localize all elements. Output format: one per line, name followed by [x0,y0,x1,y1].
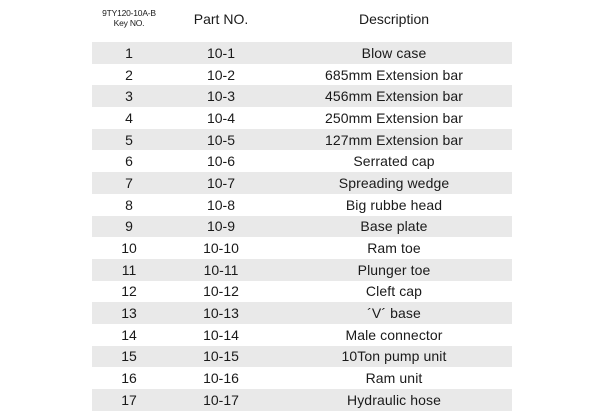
part-number-cell: 10-13 [203,305,239,322]
table-row [92,129,512,151]
description-cell: Base plate [360,218,428,235]
description-cell: 10Ton pump unit [341,348,447,365]
key-number-cell: 4 [125,109,133,126]
key-number-cell: 9 [125,218,133,235]
description-cell: Male connector [345,326,443,343]
part-number-cell: 10-5 [206,131,236,148]
table-row [92,172,512,194]
part-number-header: Part NO. [193,11,249,27]
table-row [92,281,512,303]
table-row [92,389,512,411]
table-row [92,150,512,172]
description-cell: Plunger toe [357,261,431,278]
parts-table [92,42,512,411]
key-number-cell: 17 [121,391,137,408]
table-row [92,216,512,238]
table-row [92,107,512,129]
description-cell: 456mm Extension bar [324,88,464,105]
table-row [92,346,512,368]
key-number-cell: 11 [121,261,137,278]
table-row [92,302,512,324]
key-number-cell: 14 [121,326,137,343]
key-number-cell: 10 [121,240,137,257]
part-number-cell: 10-2 [206,66,236,83]
table-row [92,324,512,346]
part-number-cell: 10-3 [206,88,236,105]
part-number-cell: 10-1 [206,44,236,61]
table-row [92,259,512,281]
key-number-cell: 15 [121,348,137,365]
description-cell: Blow case [361,44,427,61]
key-number-cell: 8 [125,196,133,213]
description-cell: 127mm Extension bar [324,131,464,148]
description-cell: Serrated cap [353,153,435,170]
table-row [92,194,512,216]
description-cell: 685mm Extension bar [324,66,464,83]
key-number-header [92,8,166,28]
part-number-cell: 10-9 [206,218,236,235]
part-number-cell: 10-7 [206,174,236,191]
part-number-cell: 10-11 [203,261,239,278]
part-number-cell: 10-17 [203,391,239,408]
description-cell: Spreading wedge [338,174,450,191]
description-cell: Hydraulic hose [347,391,441,408]
key-number-cell: 7 [125,174,133,191]
key-number-label: Key NO. [113,18,145,28]
description-cell: Cleft cap [365,283,423,300]
table-row [92,85,512,107]
key-number-cell: 3 [125,88,133,105]
description-header: Description [358,11,430,27]
description-cell: Ram unit [365,370,423,387]
part-number-cell: 10-10 [203,240,239,257]
model-code: 9TY120-10A-B [102,8,156,18]
table-row [92,64,512,86]
description-cell: Big rubbe head [345,196,443,213]
description-cell: ´V´ base [367,305,421,322]
key-number-cell: 5 [125,131,133,148]
part-number-cell: 10-14 [203,326,239,343]
part-number-cell: 10-12 [203,283,239,300]
key-number-cell: 2 [125,66,133,83]
part-number-cell: 10-15 [203,348,239,365]
key-number-cell: 6 [125,153,133,170]
table-row [92,367,512,389]
key-number-cell: 1 [125,44,133,61]
part-number-cell: 10-4 [206,109,236,126]
description-cell: Ram toe [367,240,421,257]
table-row [92,237,512,259]
description-cell: 250mm Extension bar [324,109,464,126]
key-number-cell: 16 [121,370,137,387]
table-row [92,42,512,64]
part-number-cell: 10-8 [206,196,236,213]
key-number-cell: 13 [121,305,137,322]
table-header [92,2,512,38]
part-number-cell: 10-6 [206,153,236,170]
part-number-cell: 10-16 [203,370,239,387]
key-number-cell: 12 [121,283,137,300]
